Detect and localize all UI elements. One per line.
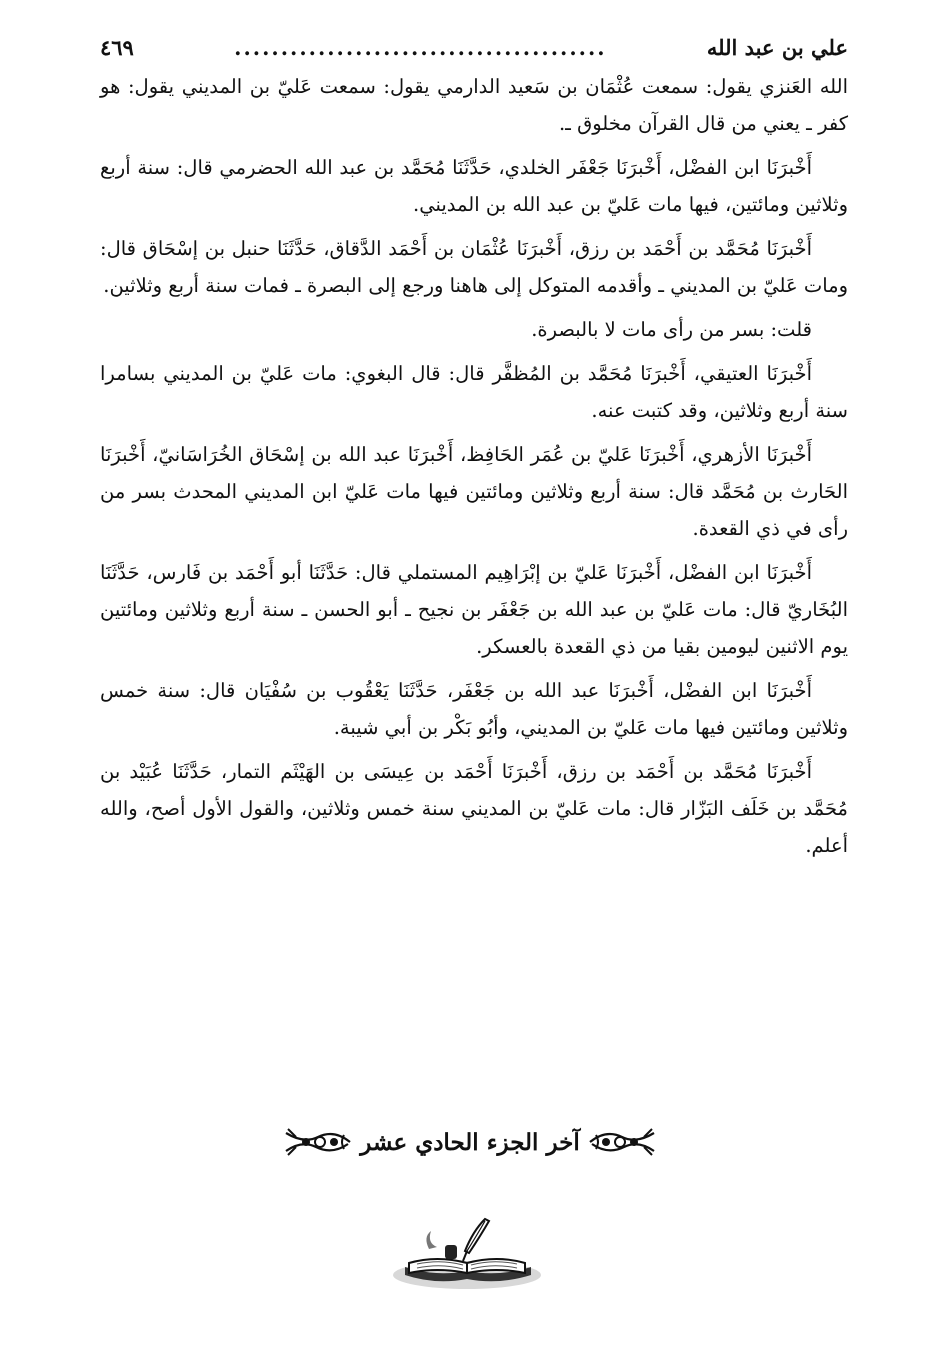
paragraph-4: قلت: بسر من رأى مات لا بالبصرة. (531, 318, 812, 341)
paragraph-3: أَخْبرَنَا مُحَمَّد بن أَحْمَد بن رزق، أَخْبرَنَا عُثْمَان بن أَحْمَد الدَّقاق، حَدَّثَنَا حنبل بن إسْحَاق قال: ومات عَليّ بن المديني ـ وأقدمه المتوكل إلى هاهنا ورجع إلى البصرة ـ فمات سنة أربع وثلاثين. (100, 237, 848, 297)
floral-ornament-right-icon (586, 1125, 658, 1159)
colophon-text: آخر الجزء الحادي عشر (360, 1128, 580, 1156)
colophon (0, 1125, 940, 1159)
page (100, 30, 848, 871)
page-number: ٤٦٩ (100, 35, 134, 60)
paragraph-5: أَخْبرَنَا العتيقي، أَخْبرَنَا مُحَمَّد بن المُظفَّر قال: قال البغوي: مات عَليّ بن المديني بسامرا سنة أربع وثلاثين، وقد كتبت عنه. (100, 362, 848, 422)
running-header (100, 30, 848, 68)
paragraph-8: أَخْبرَنَا ابن الفضْل، أَخْبرَنَا عبد الله بن جَعْفَر، حَدَّثَنَا يَعْقُوب بن سُفْيَان قال: سنة خمس وثلاثين ومائتين فيها مات عَليّ بن المديني، وأبُو بَكْر بن أبي شيبة. (100, 679, 848, 739)
running-title: علي بن عبد الله (706, 35, 848, 60)
paragraph-2: أَخْبرَنَا ابن الفضْل، أَخْبرَنَا جَعْفَر الخلدي، حَدَّثَنَا مُحَمَّد بن عبد الله الحضرمي قال: سنة أربع وثلاثين ومائتين، فيها مات عَليّ بن عبد الله بن المديني. (100, 156, 848, 216)
body-text (100, 68, 848, 864)
paragraph-7: أَخْبرَنَا ابن الفضْل، أَخْبرَنَا عَليّ بن إبْرَاهِيم المستملي قال: حَدَّثَنَا أبو أَحْمَد بن فَارس، حَدَّثَنَا البُخَاريّ قال: مات عَليّ بن عبد الله بن جَعْفَر بن نجيح ـ أبو الحسن ـ سنة أربع وثلاثين ومائتين يوم الاثنين ليومين بقيا من ذي القعدة بالعسكر. (100, 561, 848, 658)
paragraph-1: الله العَنزي يقول: سمعت عُثْمَان بن سَعيد الدارمي يقول: سمعت عَليّ بن المديني يقول: هو كفر ـ يعني من قال القرآن مخلوق ـ. (100, 75, 848, 135)
floral-ornament-left-icon (282, 1125, 354, 1159)
paragraph-6: أَخْبرَنَا الأزهري، أَخْبرَنَا عَليّ بن عُمَر الحَافِظ، أَخْبرَنَا عبد الله بن إسْحَاق الخُرَاسَانيّ، أَخْبرَنَا الحَارث بن مُحَمَّد قال: سنة أربع وثلاثين ومائتين فيها مات عَليّ ابن المديني المحدث بسر من رأى في ذي القعدة. (100, 443, 848, 540)
leader-dots: ........................................ (234, 35, 607, 60)
paragraph-9: أَخْبرَنَا مُحَمَّد بن أَحْمَد بن رزق، أَخْبرَنَا أَحْمَد بن عِيسَى بن الهَيْثَم التمار، حَدَّثَنَا عُبَيْد بن مُحَمَّد بن خَلَف البَزّار قال: مات عَليّ بن المديني سنة خمس وثلاثين، والقول الأول أصح، والله أعلم. (100, 760, 848, 857)
book-and-quill-icon (385, 1215, 550, 1293)
